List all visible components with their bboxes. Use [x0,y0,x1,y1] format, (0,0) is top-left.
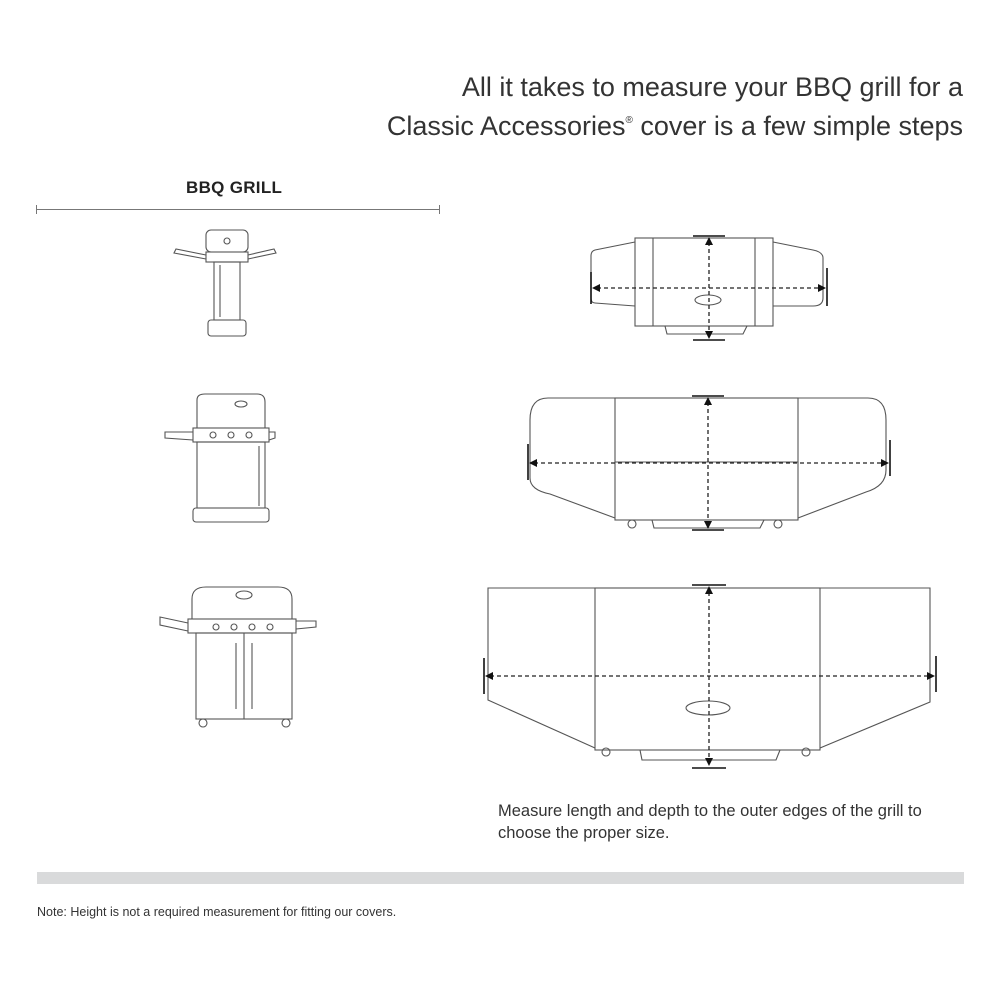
four-burner-cabinet-grill-icon [158,583,318,733]
measurement-instructions: Measure length and depth to the outer edges of the grill to choose the proper size. [498,802,922,842]
title-brand: Classic Accessories [386,111,626,141]
section-label: BBQ GRILL [186,178,283,197]
registered-mark: ® [625,115,633,126]
medium-grill-top-view-icon [520,390,898,535]
title-line-2: cover is a few simple steps [632,111,963,141]
height-note: Note: Height is not a required measurement for fitting our covers. [37,905,397,919]
large-grill-top-view-icon [480,580,940,770]
small-grill-top-view-icon [583,230,833,345]
title-line-1: All it takes to measure your BBQ grill for a [461,72,963,102]
three-burner-cart-grill-icon [163,392,278,528]
page-title [323,70,963,143]
section-divider [36,209,440,210]
pedestal-grill-icon [170,225,280,345]
divider-bar [37,872,964,884]
